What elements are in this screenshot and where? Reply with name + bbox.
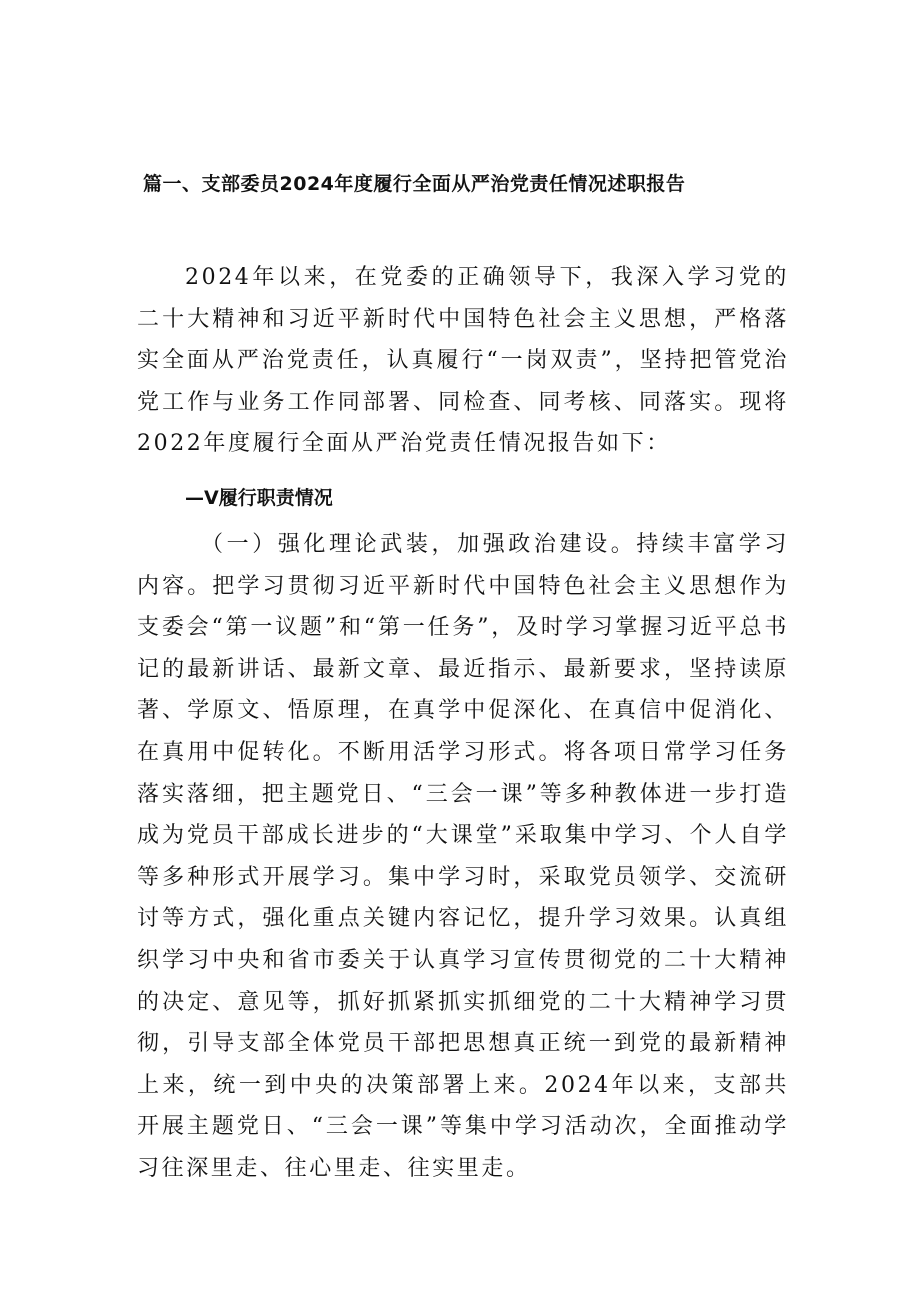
section-heading: —V履行职责情况 [185, 487, 333, 509]
section-paragraph: （一）强化理论武装，加强政治建设。持续丰富学习内容。把学习贯彻习近平新时代中国特色社会主义思想作为支委会“第一议题”和“第一任务”，及时学习掌握习近平总书记的最新讲话、最新文章、最近指示、最新要求，坚持读原著、学原文、悟原理，在真学中促深化、在真信中促消化、在真用中促转化。不断用活学习形式。将各项日常学习任务落实落细，把主题党日、“三会一课”等多种教体进一步打造成为党员干部成长进步的“大课堂”采取集中学习、个人自学等多种形式开展学习。集中学习时，采取党员领学、交流研讨等方式，强化重点关键内容记忆，提升学习效果。认真组织学习中央和省市委关于认真学习宣传贯彻党的二十大精神的决定、意见等，抓好抓紧抓实抓细党的二十大精神学习贯彻，引导支部全体党员干部把思想真正统一到党的最新精神上来，统一到中央的决策部署上来。2024年以来，支部共开展主题党日、“三会一课”等集中学习活动次，全面推动学习往深里走、往心里走、往实里走。 [137, 532, 789, 1181]
document-title: 篇一、支部委员2024年度履行全面从严治党责任情况述职报告 [143, 173, 686, 195]
intro-paragraph: 2024年以来，在党委的正确领导下，我深入学习党的二十大精神和习近平新时代中国特色社会主义思想，严格落实全面从严治党责任，认真履行“一岗双责”，坚持把管党治党工作与业务工作同部署、同检查、同考核、同落实。现将2022年度履行全面从严治党责任情况报告如下： [137, 265, 789, 457]
